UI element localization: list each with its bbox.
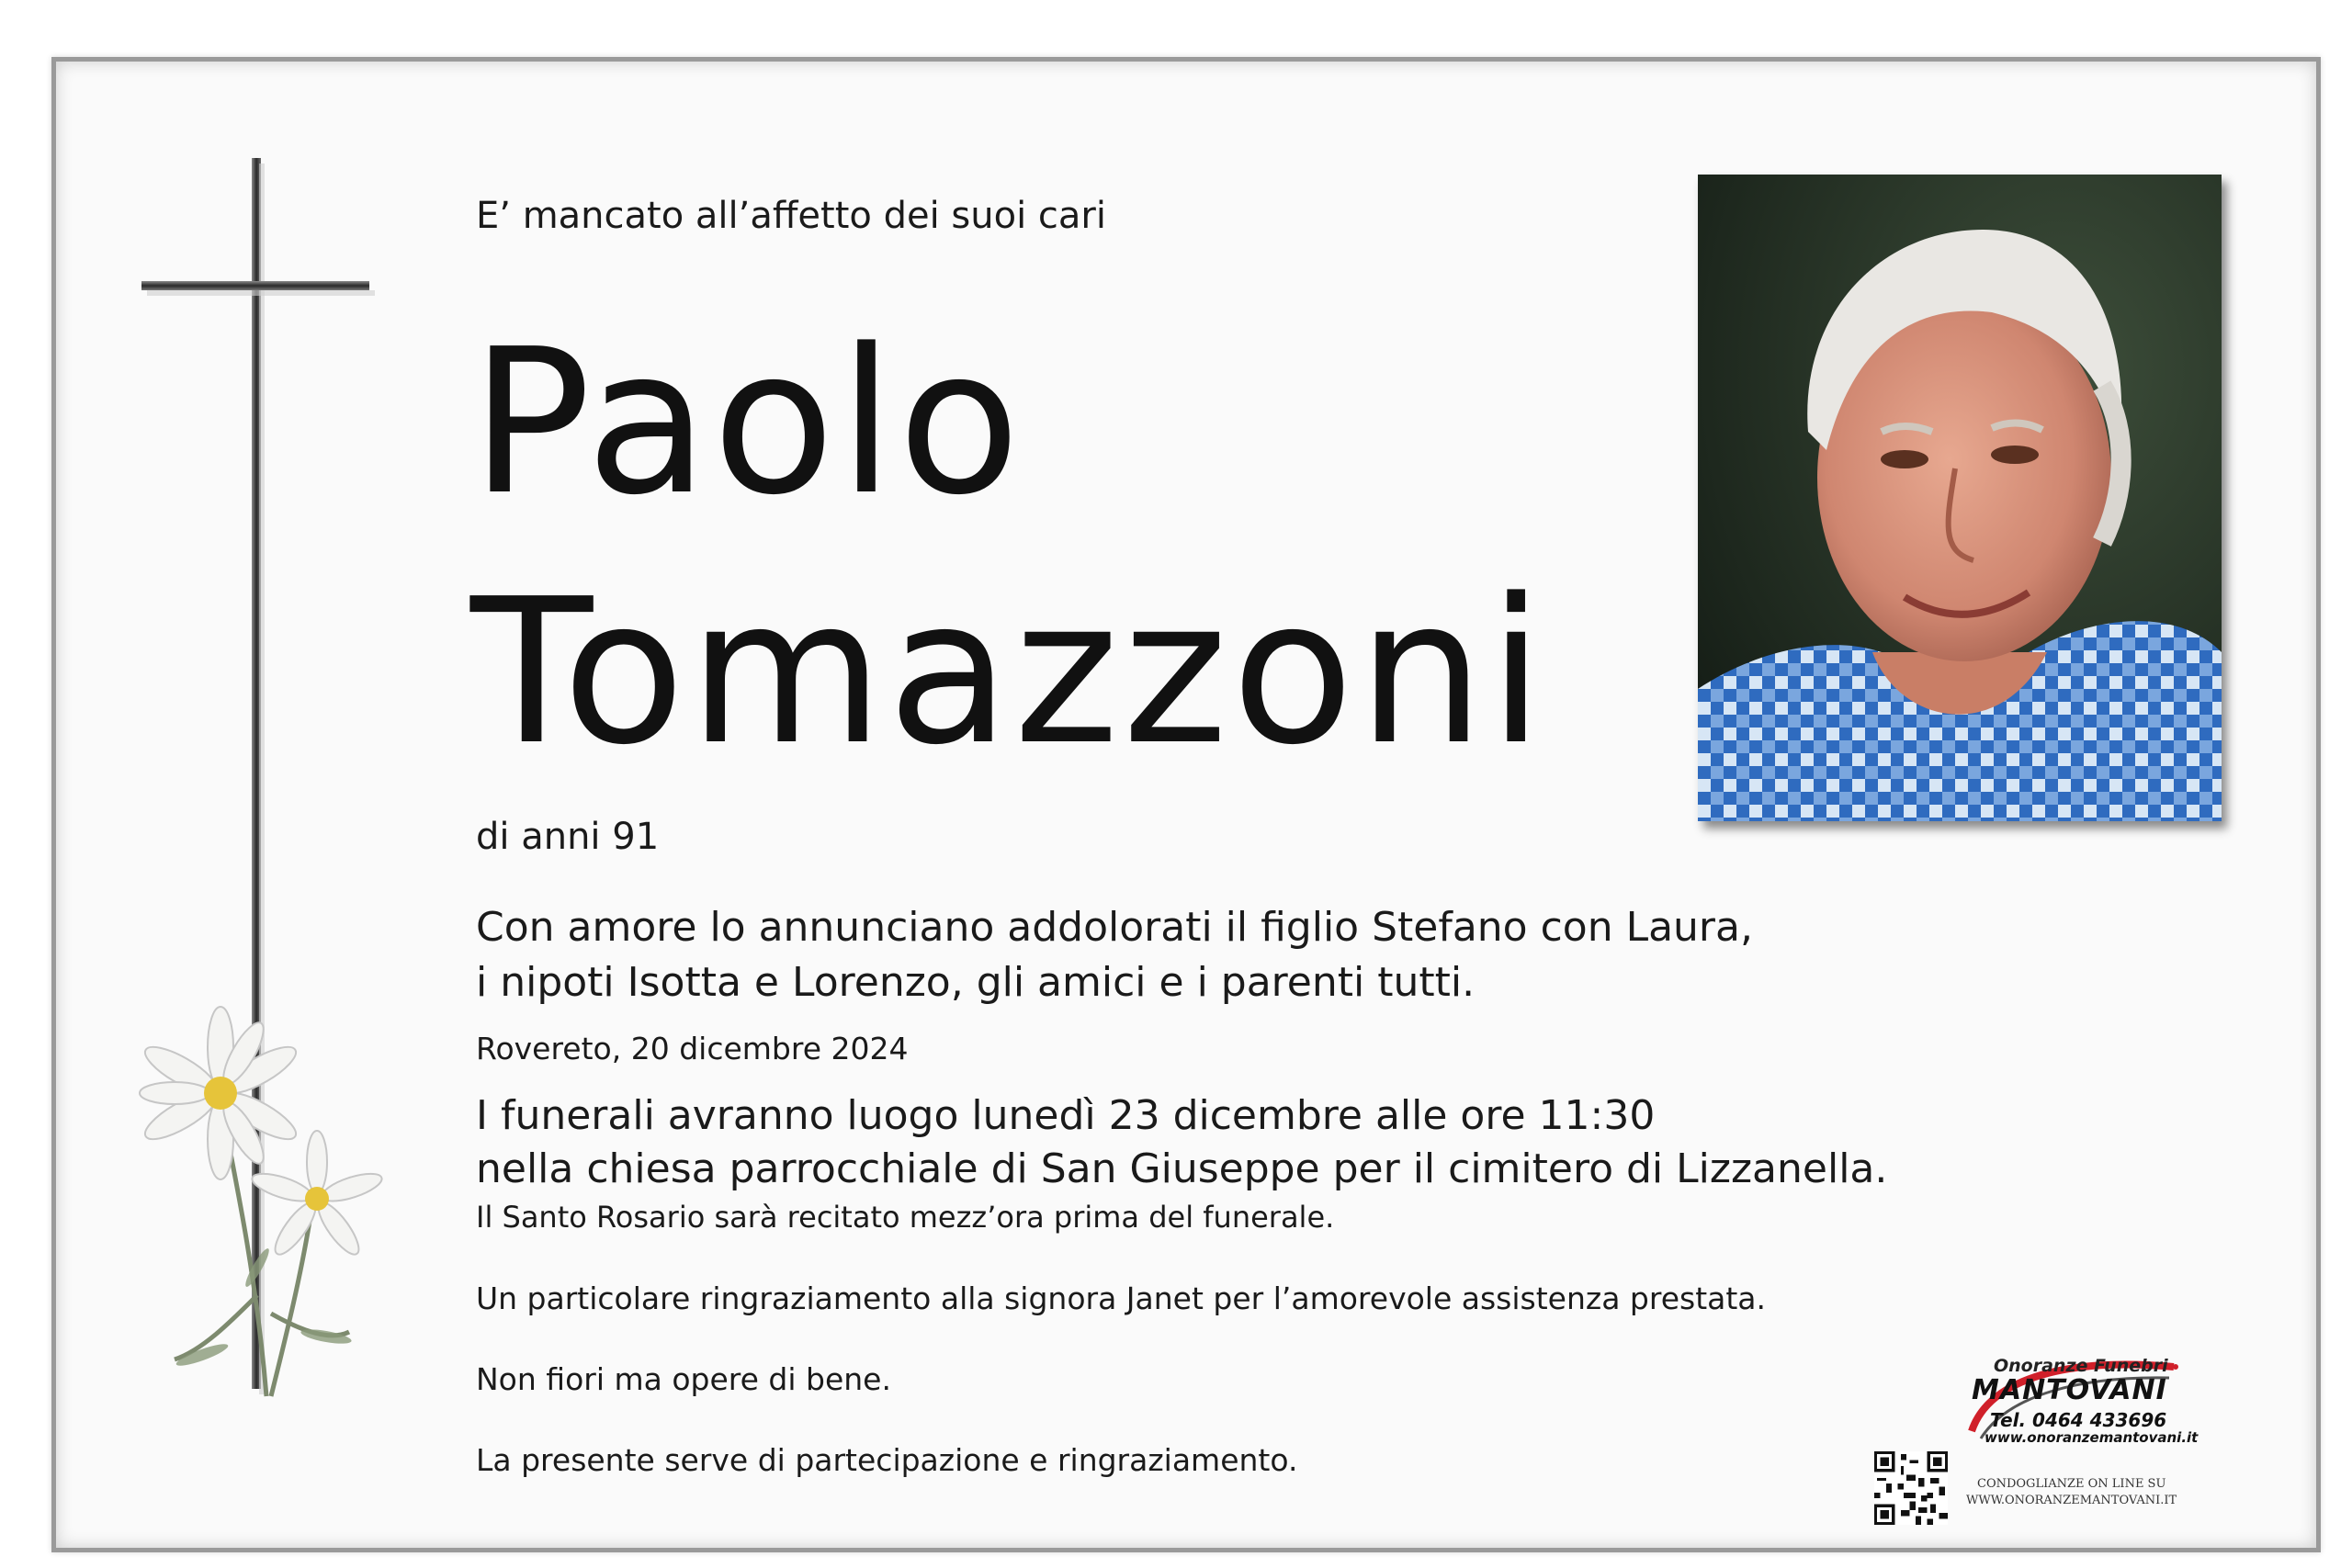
rosary-note: Il Santo Rosario sarà recitato mezz’ora prima del funerale. — [476, 1200, 1335, 1235]
announcement-line-2: i nipoti Isotta e Lorenzo, gli amici e i parenti tutti. — [476, 959, 1476, 1006]
funeral-line-1: I funerali avranno luogo lunedì 23 dicembre alle ore 11:30 — [476, 1092, 1656, 1139]
condolences-line-1: CONDOGLIANZE ON LINE SU — [1977, 1477, 2166, 1491]
funeral-info — [476, 1089, 1887, 1196]
thanks-note: Un particolare ringraziamento alla signora Janet per l’amorevole assistenza prestata. — [476, 1280, 1767, 1316]
closing-note: La presente serve di partecipazione e ringraziamento. — [476, 1442, 1298, 1478]
funeral-home-name: MANTOVANI — [1972, 1374, 2167, 1406]
condolences-line-2[interactable]: WWW.ONORANZEMANTOVANI.IT — [1966, 1494, 2177, 1507]
funeral-line-2: nella chiesa parrocchiale di San Giuseppe per il cimitero di Lizzanella. — [476, 1145, 1888, 1192]
funeral-home-phone: Tel. 0464 433696 — [1990, 1409, 2167, 1431]
place-date: Rovereto, 20 dicembre 2024 — [476, 1031, 909, 1066]
funeral-home-website: www.onoranzemantovani.it — [1984, 1429, 2199, 1446]
no-flowers-note: Non fiori ma opere di bene. — [476, 1361, 891, 1397]
qr-code-icon[interactable] — [1874, 1451, 1948, 1525]
last-name: Tomazzoni — [470, 557, 1548, 789]
intro-text: E’ mancato all’affetto dei suoi cari — [476, 195, 1106, 237]
funeral-home-tagline: Onoranze Funebri — [1994, 1356, 2168, 1376]
portrait-photo — [1698, 175, 2222, 821]
announcement-line-1: Con amore lo annunciano addolorati il figlio Stefano con Laura, — [476, 904, 1753, 951]
first-name: Paolo — [470, 307, 1024, 539]
edelweiss-icon — [119, 992, 395, 1415]
announcement — [476, 900, 1753, 1010]
age-text: di anni 91 — [476, 816, 660, 858]
